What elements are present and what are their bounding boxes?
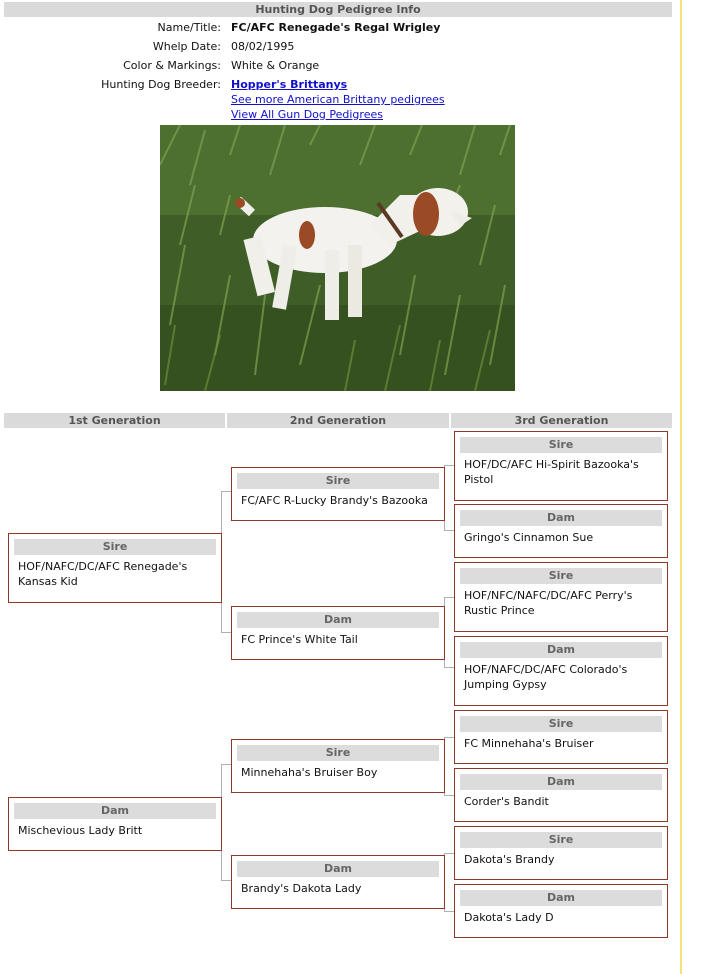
breeder-label: Hunting Dog Breeder: [101, 78, 221, 91]
role-label: Dam [14, 803, 216, 819]
dog-name: HOF/NAFC/DC/AFC Renegade's Kansas Kid [18, 560, 188, 588]
role-label: Sire [460, 437, 662, 453]
gen2-sire-2-box[interactable] [231, 739, 445, 793]
dog-name: Minnehaha's Bruiser Boy [241, 766, 378, 779]
name-value: FC/AFC Renegade's Regal Wrigley [231, 21, 441, 34]
role-label: Sire [237, 745, 439, 761]
role-label: Sire [14, 539, 216, 555]
more-pedigrees-row [0, 93, 719, 107]
connector-line [444, 667, 454, 668]
role-label: Dam [460, 510, 662, 526]
role-label: Sire [460, 716, 662, 732]
connector-line [221, 491, 231, 492]
dog-name: Dakota's Brandy [464, 853, 555, 866]
connector-line [221, 764, 231, 765]
gen2-dam-1-box[interactable] [231, 606, 445, 660]
connector-line [221, 880, 231, 881]
connector-line [444, 737, 454, 738]
gen3-dam-3-box[interactable] [454, 768, 668, 822]
role-label: Sire [460, 568, 662, 584]
connector-line [444, 795, 454, 796]
dog-name: Mischevious Lady Britt [18, 824, 143, 837]
dog-name: FC Prince's White Tail [241, 633, 358, 646]
name-row [0, 21, 719, 35]
more-pedigrees-link[interactable]: See more American Brittany pedigrees [231, 93, 445, 106]
whelp-value: 08/02/1995 [231, 40, 295, 53]
gen3-sire-4-box[interactable] [454, 826, 668, 880]
breeder-link[interactable]: Hopper's Brittanys [231, 78, 348, 91]
connector-line [444, 530, 454, 531]
gen3-sire-1-box[interactable] [454, 431, 668, 501]
dog-name: HOF/NFC/NAFC/DC/AFC Perry's Rustic Prince [464, 589, 633, 617]
role-label: Sire [237, 473, 439, 489]
dog-photo [160, 125, 515, 391]
dog-photo-image [160, 125, 515, 391]
role-label: Dam [237, 612, 439, 628]
role-label: Sire [460, 832, 662, 848]
role-label: Dam [460, 890, 662, 906]
color-label: Color & Markings: [123, 59, 221, 72]
connector-line [221, 632, 231, 633]
gen3-sire-3-box[interactable] [454, 710, 668, 764]
pedigree-info-header: Hunting Dog Pedigree Info [4, 2, 672, 17]
dog-name: FC/AFC R-Lucky Brandy's Bazooka [241, 494, 428, 507]
connector-line [444, 597, 454, 598]
role-label: Dam [460, 774, 662, 790]
whelp-row [0, 40, 719, 54]
gen1-header: 1st Generation [4, 413, 225, 428]
gen3-dam-4-box[interactable] [454, 884, 668, 938]
all-pedigrees-link[interactable]: View All Gun Dog Pedigrees [231, 108, 383, 121]
role-label: Dam [237, 861, 439, 877]
connector-line [444, 911, 454, 912]
dog-name: Corder's Bandit [464, 795, 549, 808]
page-edge-rule [680, 0, 682, 974]
all-pedigrees-row [0, 108, 719, 122]
whelp-label: Whelp Date: [152, 40, 221, 53]
dog-name: HOF/NAFC/DC/AFC Colorado's Jumping Gypsy [464, 663, 628, 691]
dog-name: HOF/DC/AFC Hi-Spirit Bazooka's Pistol [464, 458, 639, 486]
dog-name: Gringo's Cinnamon Sue [464, 531, 594, 544]
gen3-dam-2-box[interactable] [454, 636, 668, 706]
gen2-sire-1-box[interactable] [231, 467, 445, 521]
breeder-row [0, 78, 719, 92]
gen1-sire-box[interactable] [8, 533, 222, 603]
connector-line [444, 465, 454, 466]
connector-line [444, 853, 454, 854]
dog-name: Dakota's Lady D [464, 911, 554, 924]
color-value: White & Orange [231, 59, 320, 72]
role-label: Dam [460, 642, 662, 658]
name-label: Name/Title: [157, 21, 221, 34]
dog-name: FC Minnehaha's Bruiser [464, 737, 594, 750]
gen2-dam-2-box[interactable] [231, 855, 445, 909]
dog-name: Brandy's Dakota Lady [241, 882, 362, 895]
gen3-dam-1-box[interactable] [454, 504, 668, 558]
gen1-dam-box[interactable] [8, 797, 222, 851]
color-row [0, 59, 719, 73]
gen2-header: 2nd Generation [227, 413, 449, 428]
gen3-sire-2-box[interactable] [454, 562, 668, 632]
gen3-header: 3rd Generation [451, 413, 672, 428]
